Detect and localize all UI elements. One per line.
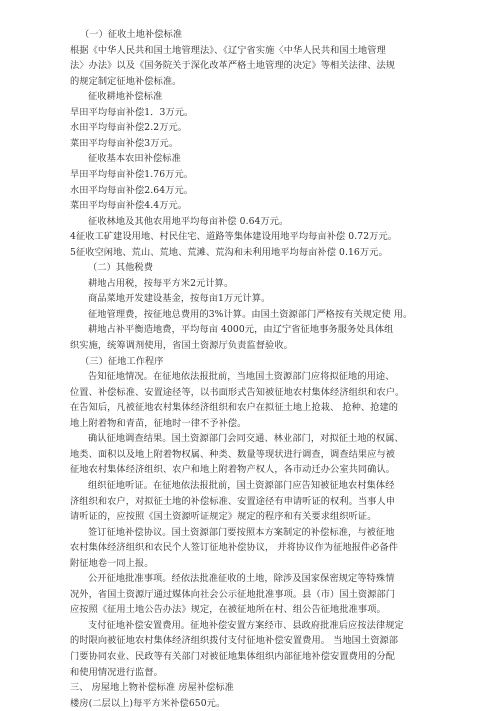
section-heading-house-compensation: 三、 房屋地上物补偿标准 房屋补偿标准	[70, 682, 234, 694]
paragraph-line: 况外，省国土资源厅通过媒体向社会公示征地批准事项。县（市）国土资源部门	[70, 588, 396, 600]
paragraph-line: 组织征地听证。在征地依法报批前，国土资源部门应告知被征地农村集体经	[88, 479, 395, 491]
paragraph-line: 应按照《征用土地公告办法》规定，在被征地所在村、组公告征地批准事项。	[70, 604, 386, 616]
paragraph-line: 征地管理费，按征地总费用的3%计算。由国土资源部门严格按有关规定使 用。	[88, 308, 413, 320]
paragraph-line: 告知征地情况。在征地依法报批前，当地国土资源部门应将拟征地的用途、	[88, 371, 395, 383]
paragraph-line: 水田平均每亩补偿2.64万元。	[70, 184, 194, 196]
paragraph-line: 根据《中华人民共和国土地管理法》、《辽宁省实施〈中华人民共和国土地管理	[70, 44, 386, 56]
paragraph-line: 旱田平均每亩补偿1．3万元。	[70, 106, 194, 118]
paragraph-line: 地上附着物和青苗，征地时一律不予补偿。	[70, 417, 247, 429]
paragraph-line: 地类、面积以及地上附着物权属、种类、数量等现状进行调查，调查结果应与被	[70, 448, 396, 460]
paragraph-line: 耕地占用税，按每平方米2元计算。	[88, 277, 234, 289]
paragraph-line: 和使用情况进行监督。	[70, 666, 163, 678]
paragraph-line: 楼房(二层以上)每平方米补偿650元。	[70, 697, 226, 709]
section-heading-procedure: （三）征地工作程序	[80, 355, 164, 367]
subheading-arable-land: 征收耕地补偿标准	[88, 91, 163, 103]
paragraph-line: 水田平均每亩补偿2.2万元。	[70, 122, 188, 134]
paragraph-line: 征地农村集体经济组织、农户和地上附着物产权人，各市动迁办公室共同确认。	[70, 464, 396, 476]
paragraph-line: 公开征地批准事项。经依法批准征收的土地，除涉及国家保密规定等特殊情	[88, 573, 395, 585]
section-heading-other-fees: （二）其他税费	[88, 262, 154, 274]
paragraph-line: 支付征地补偿安置费用。征地补偿安置方案经市、县政府批准后应按法律规定	[88, 619, 404, 631]
paragraph-line: 位置、补偿标准、安置途径等，以书面形式告知被征地农村集体经济组织和农户。	[70, 386, 405, 398]
paragraph-line: 5征收空闲地、荒山、荒地、荒滩、荒沟和未利用地平均每亩补偿 0.16万元。	[70, 246, 388, 258]
paragraph-line: 的时限向被征地农村集体经济组织拨付支付征地补偿安置费用。 当地国土资源部	[70, 635, 399, 647]
paragraph-line: 请听证的，应按照《国土资源听证规定》规定的程序和有关要求组织听证。	[70, 511, 377, 523]
paragraph-line: 耕地占补平衡造地费，平均每亩 4000元，由辽宁省征地事务服务处具体组	[88, 324, 394, 336]
paragraph-line: 签订征地补偿协议。国土资源部门要按照本方案制定的补偿标准，与被征地	[88, 526, 395, 538]
paragraph-line: 商品菜地开发建设基金，按每亩1万元计算。	[88, 293, 271, 305]
paragraph-line: 附征地卷一同上报。	[70, 557, 154, 569]
paragraph-line: 在告知后，凡被征地农村集体经济组织和农户在拟征土地上抢栽、 抢种、抢建的	[70, 402, 399, 414]
paragraph-line: 织实施，统筹调剂使用，省国土资源厅负责监督验收。	[70, 340, 293, 351]
paragraph-line: 菜田平均每亩补偿3万元。	[70, 137, 179, 149]
paragraph-line: 农村集体经济组织和农民个人签订征地补偿协议， 并将协议作为征地报件必备件	[70, 542, 399, 554]
section-heading-land-compensation: （一）征收土地补偿标准	[80, 29, 183, 40]
paragraph-line: 4征收工矿建设用地、村民住宅、道路等集体建设用地平均每亩补偿 0.72万元。	[70, 231, 398, 243]
paragraph-line: 济组织和农户，对拟征土地的补偿标准、安置途径有申请听证的权利。当事人申	[70, 495, 396, 507]
paragraph-line: 旱田平均每亩补偿1.76万元。	[70, 168, 194, 180]
paragraph-line: 确认征地调查结果。国土资源部门会同交通、林业部门，对拟征土地的权属、	[88, 433, 404, 445]
paragraph-line: 门要协同农业、民政等有关部门对被征地集体组织内部征地补偿安置费用的分配	[70, 651, 396, 662]
paragraph-line: 征收林地及其他农用地平均每亩补偿 0.64万元。	[88, 215, 289, 227]
subheading-basic-farmland: 征收基本农田补偿标准	[88, 153, 181, 165]
paragraph-line: 菜田平均每亩补偿4.4万元。	[70, 200, 188, 212]
paragraph-line: 法〉办法》以及《国务院关于深化改革严格土地管理的决定》等相关法律、法规	[70, 60, 396, 72]
paragraph-line: 的规定制定征地补偿标准。	[70, 75, 182, 87]
